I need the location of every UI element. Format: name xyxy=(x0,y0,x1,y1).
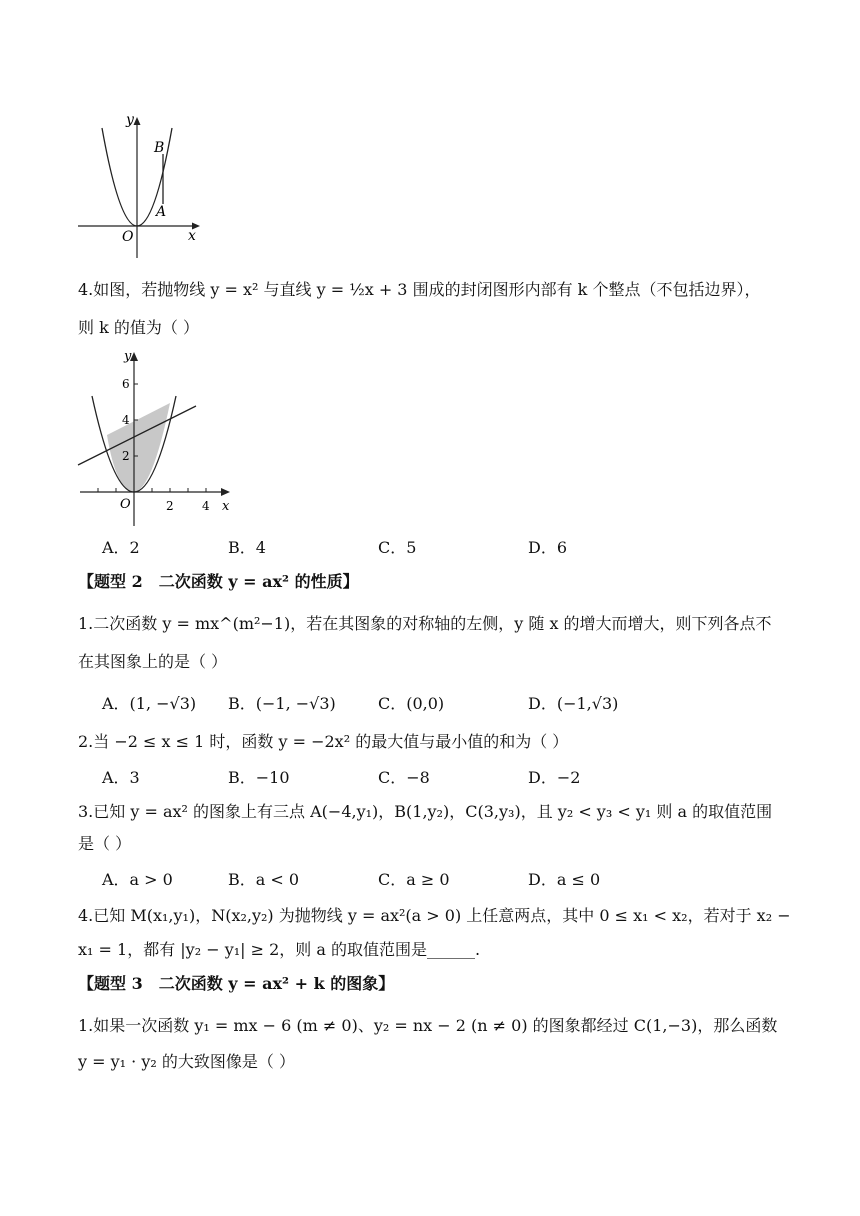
section-2-title: 【题型 2 二次函数 y = ax² 的性质】 xyxy=(78,572,359,591)
s2-q1-choice-d: D．(−1,√3) xyxy=(528,694,619,713)
q4-choice-c: C．5 xyxy=(378,538,417,557)
s2-q2-choice-d: D．−2 xyxy=(528,768,581,787)
figure-parabola-line-region xyxy=(74,344,240,528)
tick-label-x-4: 4 xyxy=(202,499,210,513)
enclosed-region xyxy=(107,403,170,492)
s2-q1-line-1: 1.二次函数 y = mx^(m²−1)，若在其图象的对称轴的左侧，y 随 x 的增大而增大，则下列各点不 xyxy=(78,614,772,633)
q4-choice-b: B．4 xyxy=(228,538,266,557)
q4-choice-a: A．2 xyxy=(102,538,140,557)
s3-q1-line-2: y = y₁ · y₂ 的大致图像是（ ） xyxy=(78,1052,295,1071)
s2-q3-choice-b: B．a < 0 xyxy=(228,870,300,889)
axis-label-y: y xyxy=(124,349,132,364)
s2-q1-choice-a: A．(1, −√3) xyxy=(102,694,197,713)
axis-label-x: x xyxy=(222,499,230,514)
s2-q1-choice-c: C．(0,0) xyxy=(378,694,445,713)
origin-label: O xyxy=(122,229,134,245)
s2-q3-choice-c: C．a ≥ 0 xyxy=(378,870,450,889)
s2-q3-choice-a: A．a > 0 xyxy=(102,870,173,889)
q4-line-1: 4.如图，若抛物线 y = x² 与直线 y = ½x + 3 围成的封闭图形内部有 k 个整点（不包括边界）， xyxy=(78,280,761,299)
q4-choice-d: D．6 xyxy=(528,538,568,557)
tick-label-y-6: 6 xyxy=(122,377,130,391)
s2-q2-choice-b: B．−10 xyxy=(228,768,290,787)
s2-q1-choice-b: B．(−1, −√3) xyxy=(228,694,336,713)
s2-q3-choice-d: D．a ≤ 0 xyxy=(528,870,601,889)
axis-label-y: y xyxy=(126,112,134,128)
point-label-b: B xyxy=(154,140,165,156)
s2-q1-line-2: 在其图象上的是（ ） xyxy=(78,652,228,671)
s2-q2-choice-c: C．−8 xyxy=(378,768,430,787)
s2-q2-line-1: 2.当 −2 ≤ x ≤ 1 时，函数 y = −2x² 的最大值与最小值的和为（ ） xyxy=(78,732,569,751)
tick-label-y-2: 2 xyxy=(122,449,130,463)
tick-label-y-4: 4 xyxy=(122,413,130,427)
origin-label: O xyxy=(120,497,131,512)
s2-q4-line-1: 4.已知 M(x₁,y₁)，N(x₂,y₂) 为抛物线 y = ax²(a > 0) 上任意两点，其中 0 ≤ x₁ < x₂，若对于 x₂ − xyxy=(78,906,791,925)
x-axis-arrow xyxy=(221,488,230,496)
figure-parabola-segment-ab xyxy=(70,108,210,258)
q4-line-2: 则 k 的值为（ ） xyxy=(78,318,199,337)
s3-q1-line-1: 1.如果一次函数 y₁ = mx − 6 (m ≠ 0)、y₂ = nx − 2 (n ≠ 0) 的图象都经过 C(1,−3)，那么函数 xyxy=(78,1016,778,1035)
section-3-title: 【题型 3 二次函数 y = ax² + k 的图象】 xyxy=(78,974,395,993)
tick-label-x-2: 2 xyxy=(166,499,174,513)
point-label-a: A xyxy=(156,204,167,220)
s2-q3-line-2: 是（ ） xyxy=(78,834,132,853)
s2-q2-choice-a: A．3 xyxy=(102,768,140,787)
s2-q3-line-1: 3.已知 y = ax² 的图象上有三点 A(−4,y₁)，B(1,y₂)，C(3,y₃)，且 y₂ < y₃ < y₁ 则 a 的取值范围 xyxy=(78,802,773,821)
axis-label-x: x xyxy=(188,228,196,244)
y-axis-arrow xyxy=(134,117,141,125)
s2-q4-line-2: x₁ = 1，都有 |y₂ − y₁| ≥ 2，则 a 的取值范围是______. xyxy=(78,940,481,959)
